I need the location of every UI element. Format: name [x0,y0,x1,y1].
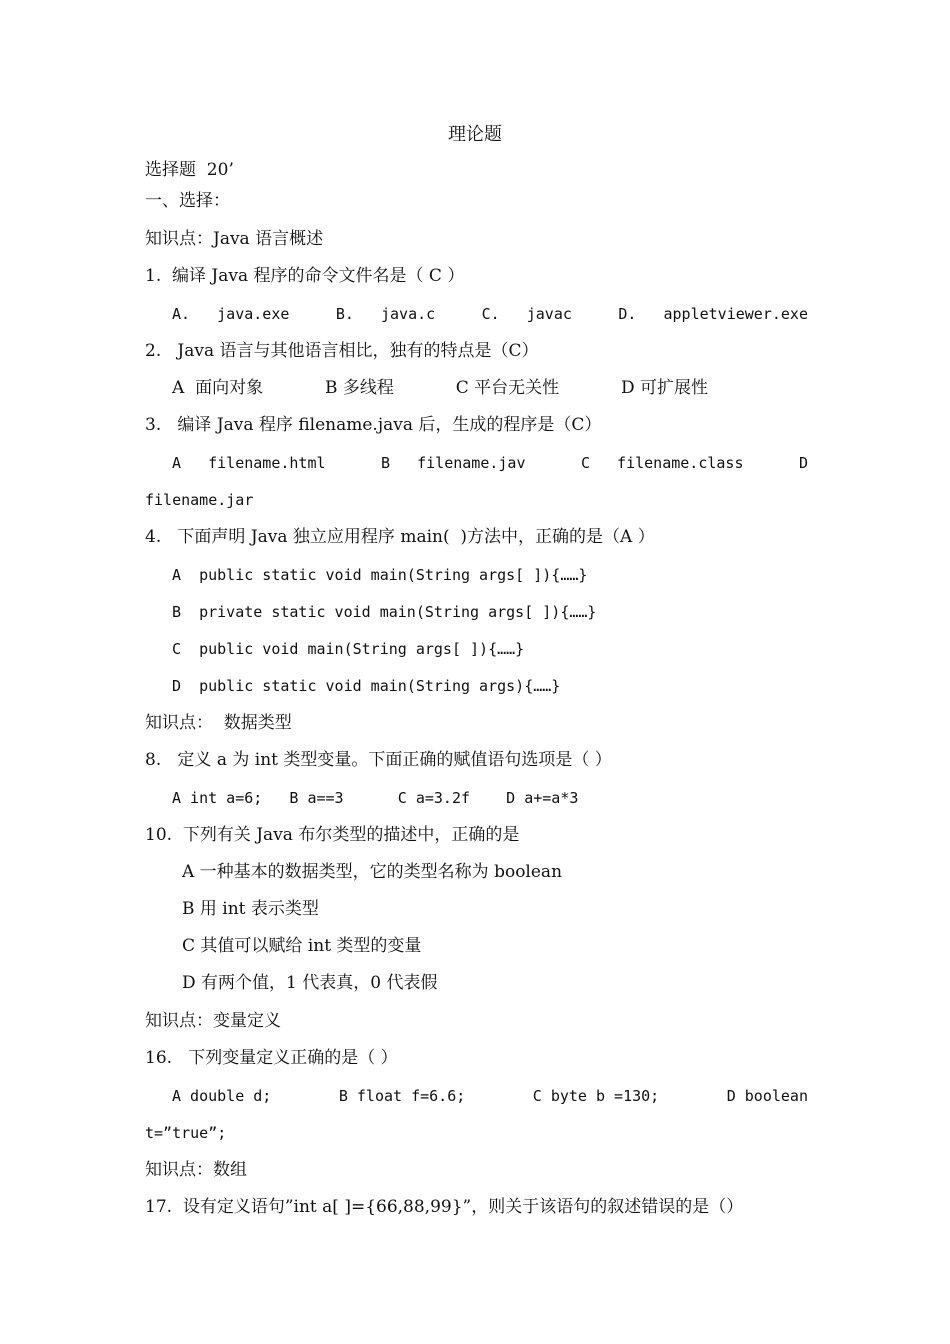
option-c: C. javac [481,305,572,323]
option-d: D [798,454,808,472]
section-heading: 选择题 20’ [145,160,234,180]
option-b: B filename.jav [380,454,526,472]
option-b: B private static void main(String args[ ]){……} [172,603,597,621]
option-a: A 一种基本的数据类型，它的类型名称为 boolean [182,862,563,882]
question-stem: 10. 下列有关 Java 布尔类型的描述中，正确的是 [145,825,520,845]
knowledge-point: 知识点：变量定义 [145,1011,281,1031]
question-stem: 1. 编译 Java 程序的命令文件名是（ C ） [145,266,465,286]
question-stem: 2. Java 语言与其他语言相比，独有的特点是（C） [145,341,539,361]
knowledge-point: 知识点： 数据类型 [145,713,292,733]
option-d: D 可扩展性 [620,378,708,398]
option-c: C filename.class [580,454,744,472]
knowledge-point: 知识点：数组 [145,1160,247,1180]
question-stem: 8. 定义 a 为 int 类型变量。下面正确的赋值语句选项是（ ） [145,750,612,770]
option-b: B 多线程 [324,378,394,398]
subsection-heading: 一、选择： [145,191,230,211]
knowledge-point: 知识点：Java 语言概述 [145,229,324,249]
option-d: D boolean [726,1087,808,1105]
question-stem: 3. 编译 Java 程序 filename.java 后，生成的程序是（C） [145,415,602,435]
question-options-row [172,451,808,475]
option-a: A. java.exe [172,305,290,323]
option-a: A public static void main(String args[ ]){……} [172,566,588,584]
option-wrap: t=”true”; [145,1124,227,1142]
question-stem: 4. 下面声明 Java 独立应用程序 main( )方法中，正确的是（A ） [145,527,655,547]
option-d: D 有两个值，1 代表真，0 代表假 [182,973,438,993]
question-stem: 17. 设有定义语句”int a[ ]={66,88,99}”，则关于该语句的叙述错误的是（） [145,1197,744,1217]
option-b: B. java.c [335,305,436,323]
option-c: C public void main(String args[ ]){……} [172,640,525,658]
question-stem: 16. 下列变量定义正确的是（ ） [145,1048,398,1068]
option-a: A 面向对象 [172,378,264,398]
option-d: D. appletviewer.exe [618,305,808,323]
question-options-row [172,302,808,326]
option-c: C 平台无关性 [455,378,560,398]
option-c: C 其值可以赋给 int 类型的变量 [182,936,422,956]
option-a: A double d; [172,1087,272,1105]
option-b: B 用 int 表示类型 [182,899,319,919]
question-options-row [172,376,708,400]
option-a: A filename.html [172,454,326,472]
option-c: C byte b =130; [532,1087,660,1105]
question-options-row [172,1084,808,1108]
option-d: D public static void main(String args){……} [172,677,561,695]
question-options-row: A int a=6; B a==3 C a=3.2f D a+=a*3 [172,789,579,807]
option-b: B float f=6.6; [338,1087,466,1105]
page-title: 理论题 [448,124,502,145]
option-wrap: filename.jar [145,491,254,509]
